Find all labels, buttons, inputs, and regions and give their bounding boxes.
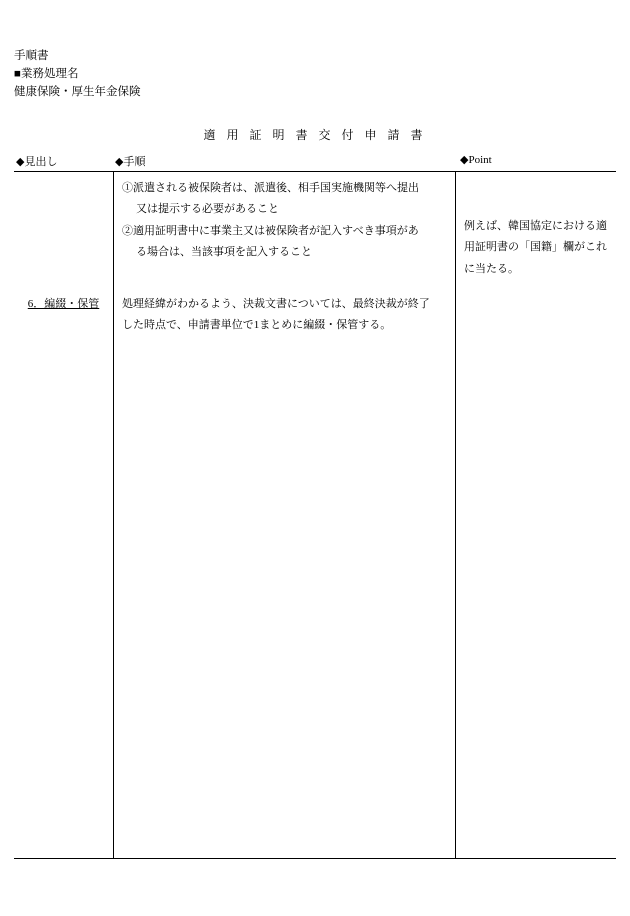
point-line-3: に当たる。 — [464, 262, 519, 275]
table-row-label — [14, 294, 113, 315]
step-line-2a: 適用証明書中に事業主又は被保険者が記入すべき事項があ — [133, 224, 419, 237]
header-line-2: ■業務処理名 — [14, 67, 79, 80]
column-header-tejun: ◆手順 — [115, 156, 146, 168]
step-line-1a: 派遣される被保険者は、派遣後、相手国実施機関等へ提出 — [133, 182, 419, 194]
table-cell-point — [456, 216, 616, 280]
column-header-midashi: ◆見出し — [16, 156, 58, 168]
table-cell-steps — [114, 178, 454, 264]
point-paragraph — [464, 216, 610, 280]
column-header-point: ◆Point — [460, 154, 492, 166]
table-divider-left — [113, 172, 114, 858]
step-line-1b: 又は提示する必要があること — [136, 203, 279, 216]
point-line-1: 例えば、韓国協定における適 — [464, 220, 607, 232]
page-title-text: 適 用 証 明 書 交 付 申 請 書 — [203, 128, 427, 142]
table-row-label-text: 6．編綴・保管 — [27, 298, 100, 310]
page-title — [0, 126, 630, 143]
table-cell-body — [114, 294, 454, 337]
step-marker-1: ① — [122, 182, 133, 194]
body-line-1: 処理経緯がわかるよう、決裁文書については、最終決裁が終了 — [122, 298, 430, 310]
list-item — [122, 221, 448, 264]
list-item — [122, 178, 448, 221]
body-line-2: した時点で、申請書単位で1まとめに編綴・保管する。 — [122, 319, 392, 332]
header-line-1: 手順書 — [14, 50, 49, 62]
point-line-2: 用証明書の「国籍」欄がこれ — [464, 241, 607, 254]
procedure-table — [14, 171, 616, 859]
column-headers — [0, 153, 630, 171]
header-block — [14, 48, 141, 101]
step-marker-2: ② — [122, 224, 133, 237]
step-line-2b: る場合は、当該事項を記入すること — [136, 246, 312, 259]
header-line-3: 健康保険・厚生年金保険 — [14, 85, 141, 98]
body-paragraph — [122, 294, 448, 337]
